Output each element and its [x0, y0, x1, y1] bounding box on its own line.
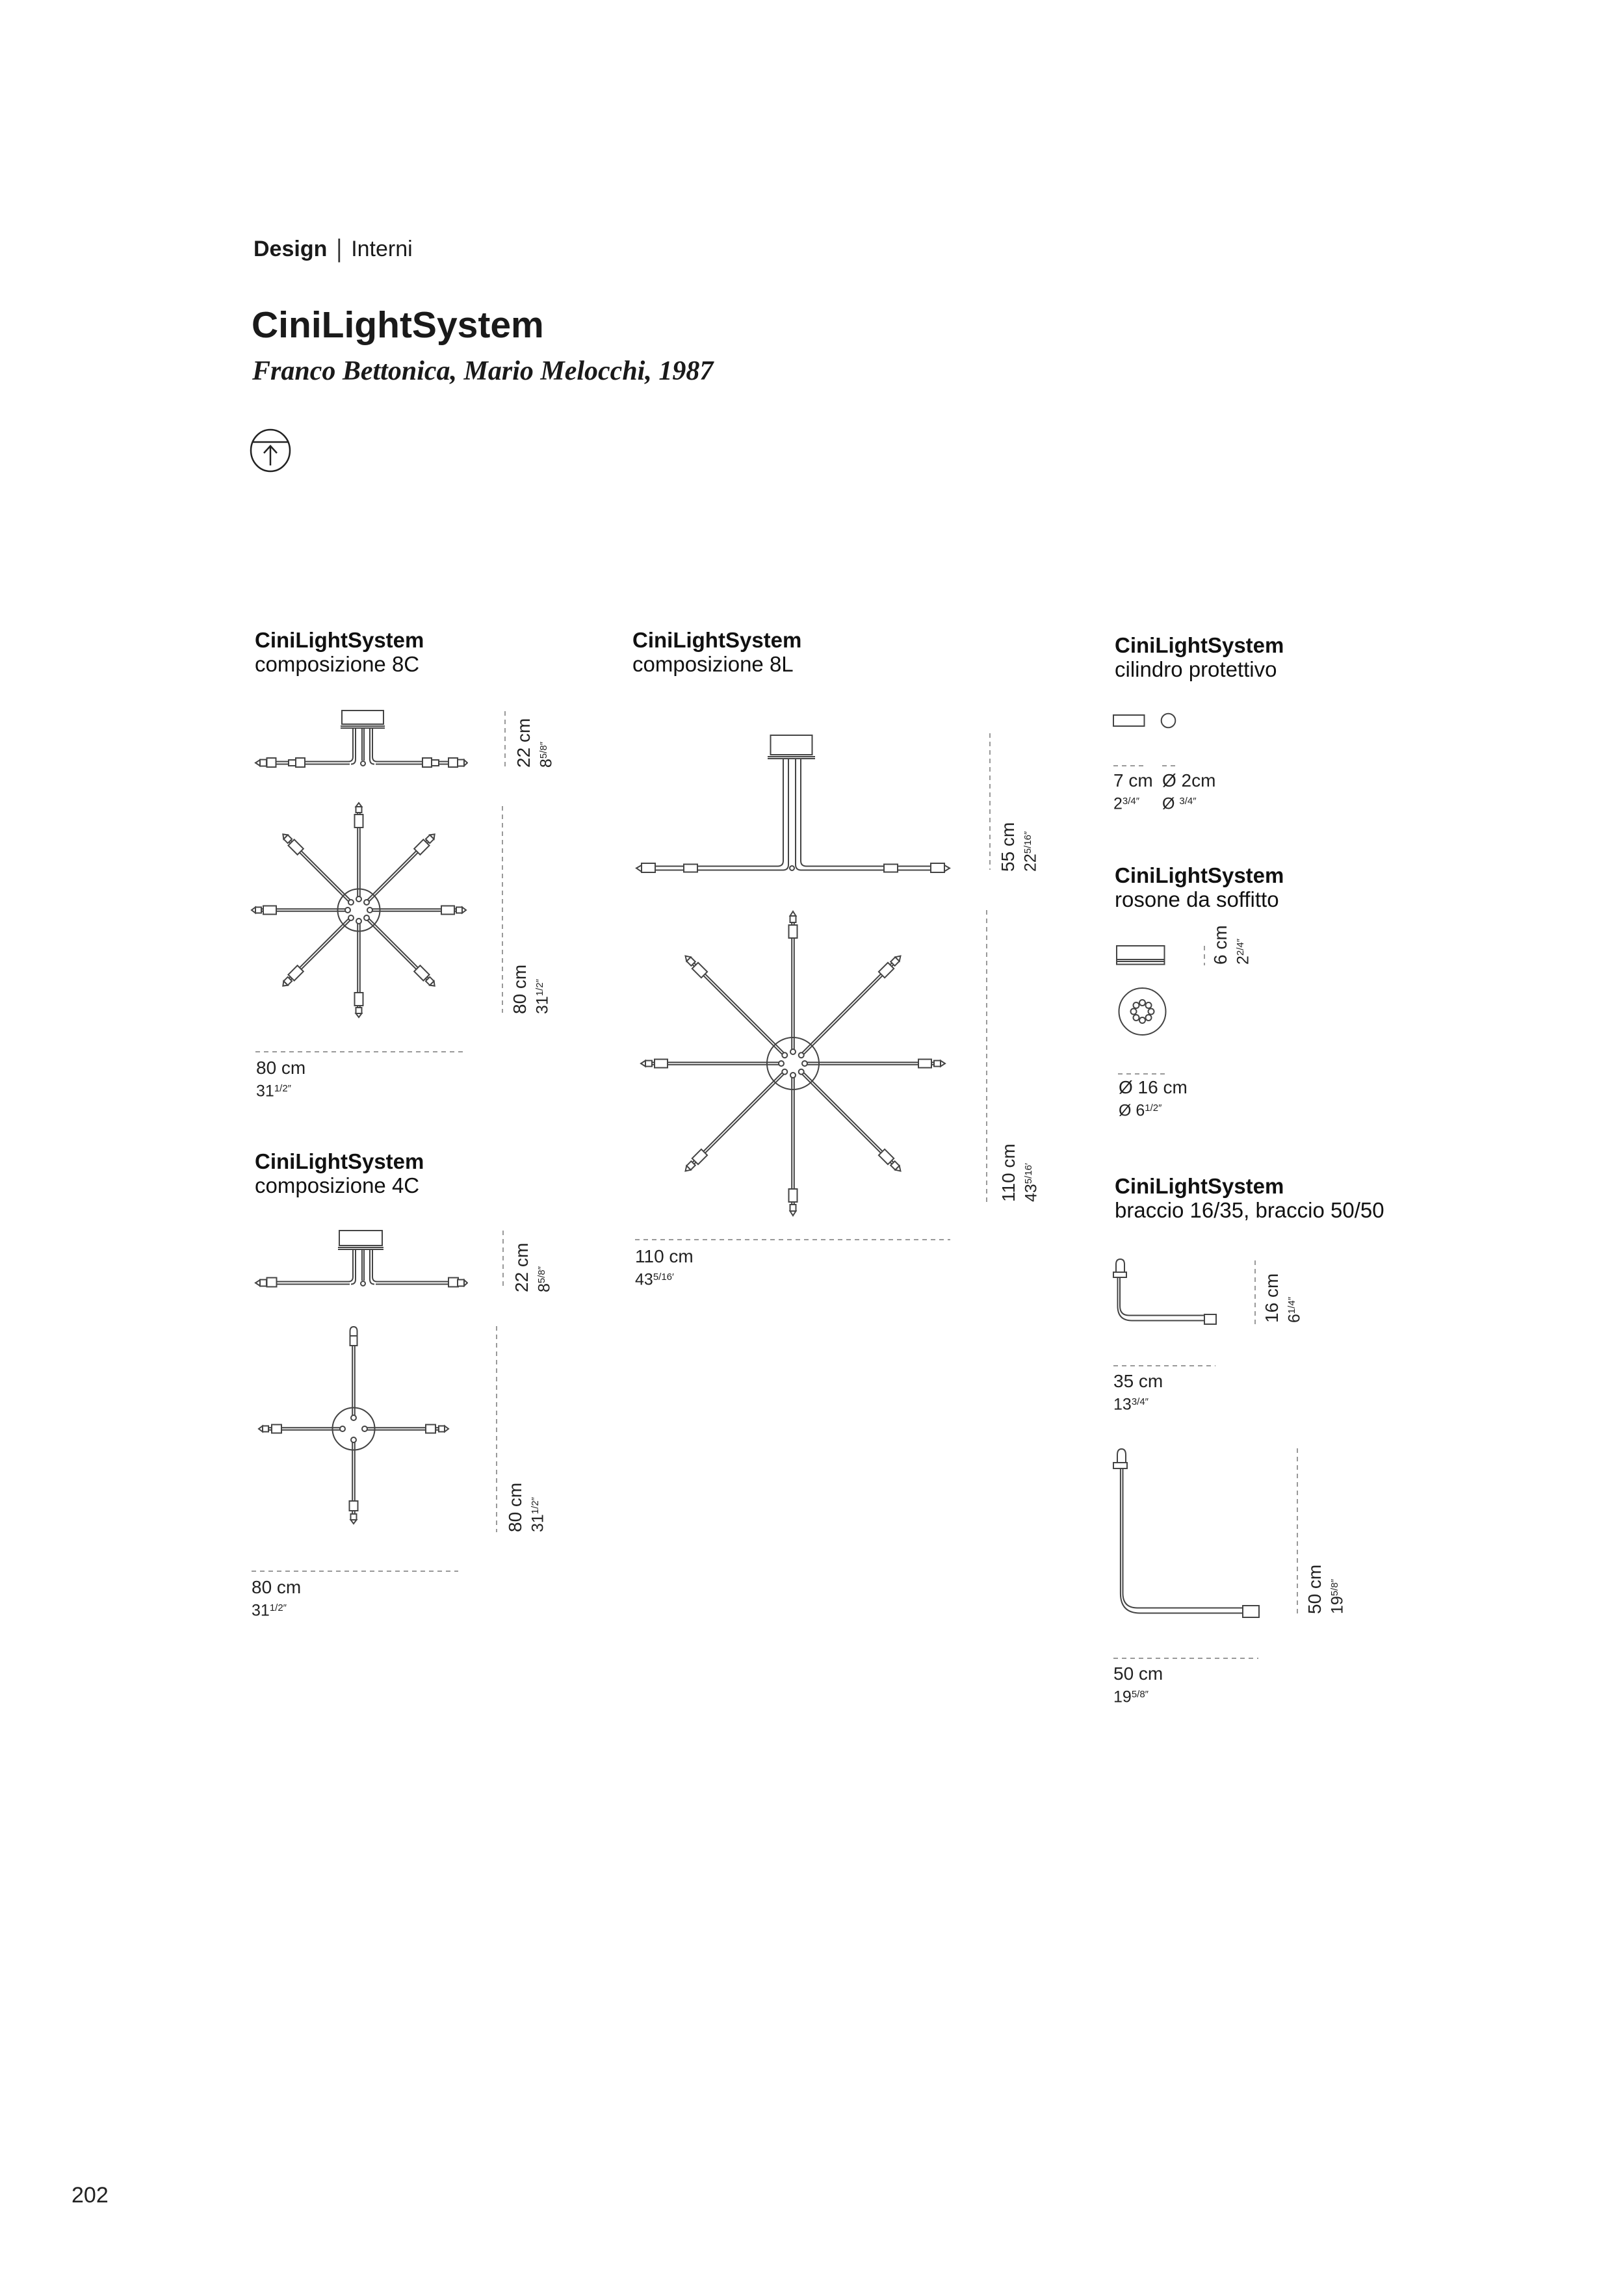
dim-line-8c-plan-width: [255, 1051, 463, 1052]
dim-8c-plan-height: 80 cm $31^{1/2''}$: [510, 964, 552, 1014]
dim-8l-plan-width: 110 cm $43^{5/16'}$: [635, 1246, 694, 1289]
section-title: CiniLightSystem: [1115, 633, 1284, 657]
dim-braccio16-length: 35 cm $13^{3/4''}$: [1113, 1371, 1163, 1414]
dim-line-braccio50-height: [1297, 1448, 1298, 1615]
dim-line-braccio16-height: [1254, 1260, 1256, 1324]
drawing-rosone-plan: [1115, 985, 1170, 1040]
section-subtitle: composizione 8C: [255, 652, 420, 676]
dim-8c-height: 22 cm $8^{5/8''}$: [513, 718, 556, 768]
section-heading-comp-4c: [255, 1149, 424, 1197]
dim-rosone-diameter: Ø 16 cm Ø $6^{1/2''}$: [1119, 1077, 1188, 1120]
breadcrumb-brand: Design: [253, 237, 328, 261]
section-title: CiniLightSystem: [632, 628, 802, 652]
breadcrumb: [253, 237, 413, 261]
dim-line-4c-plan-width: [252, 1571, 458, 1572]
drawing-8c-plan-view: [250, 802, 468, 1019]
dim-line-4c-plan-height: [496, 1326, 497, 1532]
section-subtitle: cilindro protettivo: [1115, 657, 1277, 681]
dim-line-8c-plan-height: [502, 806, 503, 1013]
section-heading-comp-8l: [632, 628, 801, 676]
dim-cilindro-diameter: Ø 2cm Ø $^{3/4''}$: [1162, 770, 1216, 813]
dim-line-braccio50-length: [1113, 1658, 1258, 1659]
dim-line-cilindro-length: [1113, 765, 1145, 766]
section-subtitle: braccio 16/35, braccio 50/50: [1115, 1198, 1384, 1222]
dim-line-4c-height: [502, 1231, 504, 1286]
dim-rosone-height: 6 cm $2^{2/4''}$: [1210, 925, 1253, 965]
dim-braccio50-height: 50 cm $19^{5/8''}$: [1305, 1564, 1347, 1614]
drawing-braccio-50-50: [1108, 1446, 1264, 1622]
drawing-8l-side-view: [634, 728, 952, 874]
dim-cilindro-length: 7 cm $2^{3/4''}$: [1113, 770, 1153, 813]
breadcrumb-section: Interni: [351, 237, 413, 261]
dim-line-cilindro-diameter: [1162, 765, 1175, 766]
drawing-4c-plan-view: [250, 1326, 465, 1534]
section-title: CiniLightSystem: [1115, 1174, 1284, 1198]
designers-year: Franco Bettonica, Mario Melocchi, 1987: [252, 356, 714, 386]
dim-line-8c-height: [504, 711, 506, 768]
drawing-8l-plan-view: [634, 907, 952, 1220]
section-heading-rosone: [1115, 863, 1284, 911]
section-title: CiniLightSystem: [255, 1149, 424, 1173]
section-heading-cilindro: [1115, 633, 1284, 681]
dim-line-8l-plan-width: [635, 1239, 950, 1240]
dim-4c-height: 22 cm $8^{5/8''}$: [512, 1242, 554, 1292]
drawing-rosone-side: [1111, 943, 1170, 969]
dim-8l-plan-height: 110 cm $43^{5/16'}$: [998, 1143, 1041, 1202]
dim-8c-plan-width: 80 cm $31^{1/2''}$: [256, 1058, 306, 1101]
dim-4c-plan-height: 80 cm $31^{1/2''}$: [505, 1482, 547, 1532]
dim-8l-height: 55 cm $22^{5/16''}$: [998, 822, 1040, 872]
page-number: 202: [71, 2183, 109, 2208]
dim-line-8l-height: [989, 733, 991, 870]
section-heading-comp-8c: [255, 628, 424, 676]
dim-line-braccio16-length: [1113, 1365, 1215, 1366]
page-title: CiniLightSystem: [252, 304, 544, 346]
drawing-4c-side-view: [252, 1225, 468, 1294]
section-subtitle: composizione 4C: [255, 1173, 420, 1197]
dim-braccio16-height: 16 cm $6^{1/4''}$: [1262, 1273, 1304, 1323]
dim-line-8l-plan-height: [986, 910, 987, 1202]
section-title: CiniLightSystem: [1115, 863, 1284, 887]
dim-braccio50-length: 50 cm $19^{5/8''}$: [1113, 1663, 1163, 1706]
section-heading-braccio: [1115, 1174, 1384, 1222]
section-subtitle: rosone da soffitto: [1115, 887, 1279, 911]
breadcrumb-divider: |: [336, 235, 343, 263]
drawing-cilindro: [1108, 712, 1215, 731]
ceiling-orientation-icon: [250, 428, 291, 474]
drawing-8c-side-view: [252, 705, 468, 774]
drawing-braccio-16-35: [1108, 1258, 1222, 1329]
section-subtitle: composizione 8L: [632, 652, 794, 676]
section-title: CiniLightSystem: [255, 628, 424, 652]
dim-4c-plan-width: 80 cm $31^{1/2''}$: [252, 1577, 302, 1620]
dim-line-rosone-diameter: [1118, 1073, 1165, 1075]
dim-line-rosone-height: [1204, 946, 1205, 965]
